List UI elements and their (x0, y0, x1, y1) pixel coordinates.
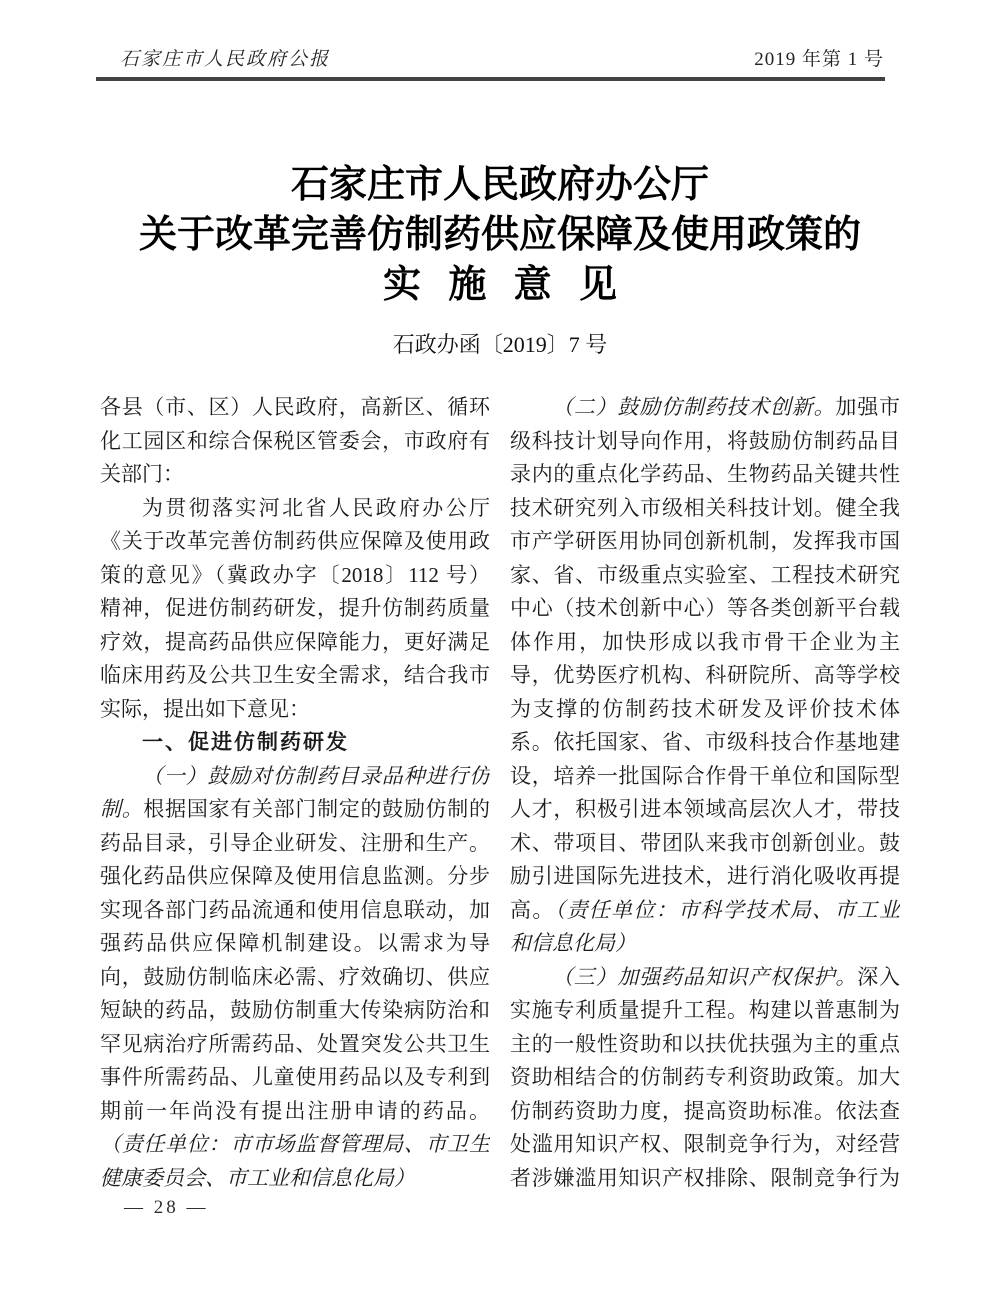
text-segment: 为贯彻落实河北省人民政府办公厅 (142, 495, 490, 520)
text-line (100, 961, 490, 995)
text-line (100, 793, 490, 827)
text-segment: 药品目录，引导企业研发、注册和生产。 (100, 830, 490, 855)
text-line (100, 760, 490, 794)
text-line (510, 458, 900, 492)
text-segment: 级科技计划导向作用，将鼓励仿制药品目 (510, 428, 900, 453)
text-segment: 化工园区和综合保税区管委会，市政府有 (100, 428, 490, 453)
text-segment: 期前一年尚没有提出注册申请的药品。 (100, 1098, 490, 1123)
text-segment: 《关于改革完善仿制药供应保障及使用政 (100, 529, 490, 553)
text-line (100, 525, 490, 559)
text-line (100, 626, 490, 660)
text-segment: 导，优势医疗机构、科研院所、高等学校 (510, 663, 900, 687)
text-line (100, 1162, 490, 1196)
column-right (510, 391, 900, 1195)
text-segment: 高。 (510, 897, 555, 922)
text-line (510, 994, 900, 1028)
text-line (100, 659, 490, 693)
kai-text-segment: （责任单位：市市场监督管理局、市卫生 (100, 1132, 490, 1156)
text-line (510, 425, 900, 459)
text-line (100, 827, 490, 861)
column-left (100, 391, 490, 1195)
text-segment: 策的意见》（冀政办字〔2018〕112 号） (100, 562, 490, 587)
text-line (510, 693, 900, 727)
text-line (510, 793, 900, 827)
page-number: — 28 — (124, 1197, 209, 1218)
text-segment: 市产学研医用协同创新机制，发挥我市国 (510, 529, 900, 553)
text-segment: 短缺的药品，鼓励仿制重大传染病防治和 (100, 998, 490, 1022)
text-segment: 主的一般性资助和以扶优扶强为主的重点 (510, 1031, 900, 1056)
text-segment: 精神，促进仿制药研发，提升仿制药质量 (100, 596, 490, 620)
text-segment: 根据国家有关部门制定的鼓励仿制的 (143, 797, 490, 821)
text-line (510, 894, 900, 928)
title-line-3: 实施意见 (382, 264, 645, 306)
text-line (510, 1162, 900, 1196)
gazette-name: 石家庄市人民政府公报 (120, 49, 331, 70)
text-line (100, 693, 490, 727)
text-line (510, 492, 900, 526)
text-segment: 设，培养一批国际合作骨干单位和国际型 (510, 763, 900, 788)
text-segment: 系。依托国家、省、市级科技合作基地建 (510, 730, 900, 754)
text-line (510, 726, 900, 760)
text-segment: 罕见病治疗所需药品、处置突发公共卫生 (100, 1031, 490, 1056)
text-line (510, 1128, 900, 1162)
text-line (100, 994, 490, 1028)
document-title (0, 160, 1000, 310)
text-segment: 励引进国际先进技术，进行消化吸收再提 (510, 864, 900, 888)
text-segment: 实现各部门药品流通和使用信息联动，加 (100, 897, 490, 922)
text-line (100, 860, 490, 894)
text-segment: 关部门： (100, 462, 184, 486)
kai-text-segment: 和信息化局） (510, 931, 636, 955)
text-segment: 为支撑的仿制药技术研发及评价技术体 (510, 696, 900, 721)
body-columns (100, 391, 900, 1195)
text-line (510, 559, 900, 593)
kai-text-segment: （二）鼓励仿制药技术创新。 (552, 395, 836, 419)
text-line (510, 961, 900, 995)
text-line (100, 894, 490, 928)
text-segment: 录内的重点化学药品、生物药品关键共性 (510, 462, 900, 486)
text-segment: 仿制药资助力度，提高资助标准。依法查 (510, 1098, 900, 1123)
text-line (100, 1128, 490, 1162)
text-segment: 处滥用知识产权、限制竞争行为，对经营 (510, 1132, 900, 1156)
text-line (100, 592, 490, 626)
text-line (100, 458, 490, 492)
text-line (100, 1028, 490, 1062)
text-segment: 强药品供应保障机制建设。以需求为导 (100, 931, 490, 955)
text-segment: 各县（市、区）人民政府，高新区、循环 (100, 395, 490, 419)
kai-text-segment: （一）鼓励对仿制药目录品种进行仿 (142, 763, 490, 788)
text-segment: 疗效，提高药品供应保障能力，更好满足 (100, 629, 490, 654)
text-line (510, 1095, 900, 1129)
page-header (120, 44, 884, 71)
kai-text-segment: 制。 (100, 797, 144, 821)
text-segment: 实际，提出如下意见： (100, 696, 310, 721)
kai-text-segment: 健康委员会、市工业和信息化局） (100, 1165, 415, 1190)
header-rule (96, 77, 885, 81)
text-line (100, 391, 490, 425)
text-line (100, 1095, 490, 1129)
text-segment: 强化药品供应保障及使用信息监测。分步 (100, 864, 490, 888)
title-line-1: 石家庄市人民政府办公厅 (290, 164, 709, 206)
kai-text-segment: （责任单位：市科学技术局、市工业 (554, 897, 900, 922)
text-line (100, 726, 490, 760)
text-line (510, 760, 900, 794)
text-line (510, 659, 900, 693)
text-segment: 临床用药及公共卫生安全需求，结合我市 (100, 663, 490, 687)
text-segment: 术、带项目、带团队来我市创新创业。鼓 (510, 830, 900, 855)
section-heading: 一、促进仿制药研发 (142, 731, 349, 754)
text-line (100, 927, 490, 961)
text-line (100, 1061, 490, 1095)
text-segment: 者涉嫌滥用知识产权排除、限制竞争行为 (510, 1165, 900, 1190)
text-line (510, 626, 900, 660)
text-line (510, 1061, 900, 1095)
document-number: 石政办函〔2019〕7 号 (392, 332, 608, 357)
text-line (510, 927, 900, 961)
text-segment: 技术研究列入市级相关科技计划。健全我 (510, 495, 900, 520)
text-segment: 事件所需药品、儿童使用药品以及专利到 (100, 1065, 490, 1089)
issue-number: 2019 年第 1 号 (754, 49, 884, 70)
text-line (100, 559, 490, 593)
text-segment: 人才，积极引进本领域高层次人才，带技 (510, 797, 900, 821)
text-line (510, 592, 900, 626)
title-line-2: 关于改革完善仿制药供应保障及使用政策的 (138, 214, 861, 256)
text-line (510, 525, 900, 559)
text-segment: 实施专利质量提升工程。构建以普惠制为 (510, 998, 900, 1022)
text-line (100, 425, 490, 459)
text-line (510, 391, 900, 425)
kai-text-segment: （三）加强药品知识产权保护。 (552, 964, 858, 989)
text-line (510, 860, 900, 894)
text-segment: 中心（技术创新中心）等各类创新平台载 (510, 596, 900, 620)
text-line (510, 827, 900, 861)
text-segment: 体作用，加快形成以我市骨干企业为主 (510, 629, 900, 654)
text-line (510, 1028, 900, 1062)
text-segment: 资助相结合的仿制药专利资助政策。加大 (510, 1065, 900, 1089)
text-segment: 向，鼓励仿制临床必需、疗效确切、供应 (100, 964, 490, 989)
text-segment: 加强市 (835, 395, 900, 419)
text-segment: 家、省、市级重点实验室、工程技术研究 (510, 562, 900, 587)
text-line (100, 492, 490, 526)
text-segment: 深入 (857, 964, 900, 989)
